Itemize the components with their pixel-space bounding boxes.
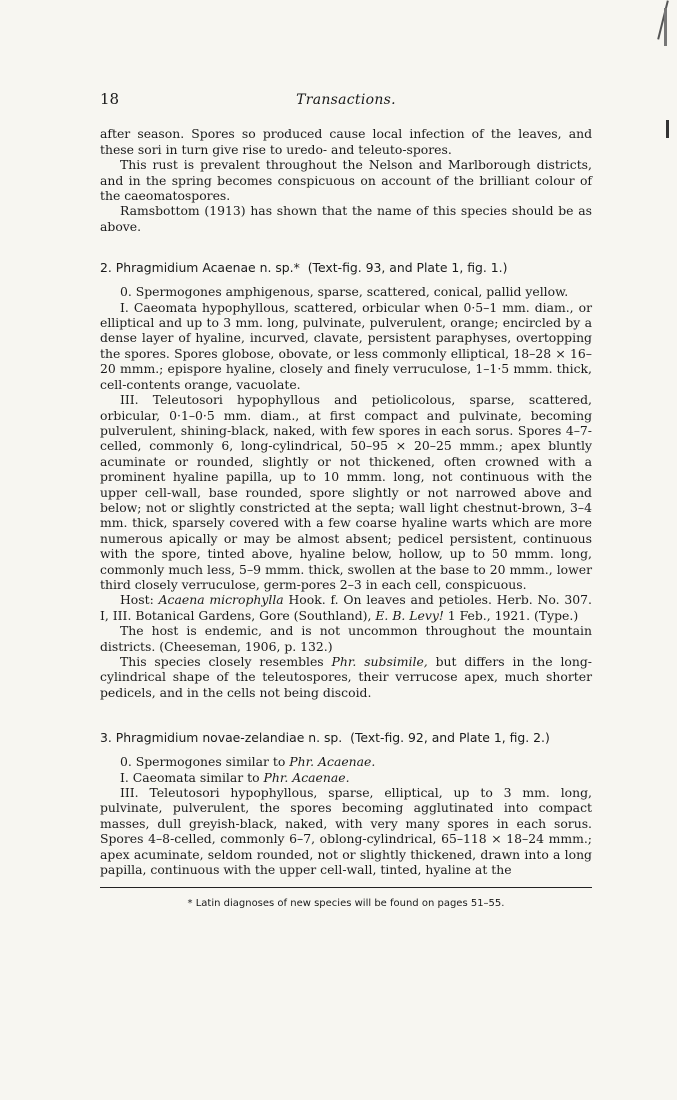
- host-date: 1 Feb., 1921. (Type.): [447, 607, 579, 623]
- intro-paragraph-2: This rust is prevalent throughout the Nelson and Marlborough districts, and in the spring becomes conspicuous on account of the brilliant colour of the caeomatospores.: [100, 157, 592, 204]
- species-3-heading: [100, 730, 592, 746]
- host-label: Host:: [120, 592, 154, 608]
- host-collector: E. B. Levy!: [375, 607, 444, 623]
- species-3-title: 3. Phragmidium novae-zelandiae n. sp.: [100, 730, 343, 746]
- footnote: * Latin diagnoses of new species will be found on pages 51–55.: [187, 898, 505, 910]
- intro-paragraph-3: Ramsbottom (1913) has shown that the name of this species should be as above.: [100, 203, 592, 234]
- host-species-name: Acaena microphylla: [158, 592, 284, 608]
- caeomata-species: Phr. Acaenae.: [263, 769, 350, 785]
- scan-mark-right: [664, 8, 667, 46]
- page-number: 18: [100, 90, 120, 108]
- spermogones-text: 0. Spermogones similar to: [120, 754, 286, 770]
- spermogones-species: Phr. Acaenae.: [289, 754, 376, 770]
- scan-mark-top: [657, 0, 669, 39]
- comparison-text-b: but differs in the long-cylindrical shape of the teleutospores, their verrucose apex, much shorter pedicels, and in the cells not being discoid.: [100, 654, 592, 700]
- species-2-caeomata: I. Caeomata hypophyllous, scattered, orbicular when 0·5–1 mm. diam., or elliptical and up to 3 mm. long, pulvinate, pulverulent, orange; encircled by a dense layer of hyaline, incurved, clavate, persistent paraphyses, overtopping the spores. Spores globose, obovate, or less commonly elliptical, 18–28 × 16–20 mmm.; epispore hyaline, closely and finely verruculose, 1–1·5 mmm. thick, cell-contents orange, vacuolate.: [100, 299, 592, 392]
- page-header: [100, 92, 592, 108]
- species-2-host: [100, 592, 592, 623]
- species-2-comparison: [100, 654, 592, 700]
- species-3-figure-ref: (Text-fig. 92, and Plate 1, fig. 2.): [350, 730, 550, 746]
- species-2-spermogones: 0. Spermogones amphigenous, sparse, scattered, conical, pallid yellow.: [120, 284, 569, 300]
- species-3-spermogones: [100, 754, 592, 769]
- caeomata-text: I. Caeomata similar to: [120, 769, 260, 785]
- comparison-species: Phr. subsimile,: [331, 654, 428, 669]
- species-2-heading: [100, 260, 592, 276]
- species-3-teleutosori: III. Teleutosori hypophyllous, sparse, elliptical, up to 3 mm. long, pulvinate, pulverulent, the spores becoming agglutinated into compact masses, dull greyish-black, naked, with very many spores in each sorus. Spores 4–8-celled, commonly 6–7, oblong-cylindrical, 65–118 × 18–24 mmm.; apex acuminate, seldom rounded, not or slightly thickened, drawn into a long papilla, continuous with the upper cell-wall, tinted, hyaline at the: [100, 785, 592, 878]
- species-2-figure-ref: (Text-fig. 93, and Plate 1, fig. 1.): [307, 260, 508, 276]
- species-2-title: 2. Phragmidium Acaenae n. sp.*: [100, 260, 300, 276]
- species-2-endemic-note: The host is endemic, and is not uncommon throughout the mountain districts. (Cheeseman, 1906, p. 132.): [100, 623, 592, 654]
- species-3-caeomata: [100, 770, 592, 785]
- comparison-text-a: This species closely resembles: [120, 654, 324, 669]
- scan-mark-edge: [666, 120, 669, 138]
- intro-paragraph-1: after season. Spores so produced cause local infection of the leaves, and these sori in turn give rise to uredo- and teleuto-spores.: [100, 126, 592, 157]
- running-head: Transactions.: [296, 92, 396, 108]
- host-details: Hook. f. On leaves and petioles. Herb. No. 307. I, III. Botanical Gardens, Gore (Southland),: [100, 592, 592, 623]
- footnote-rule: [100, 887, 592, 888]
- document-page: [100, 92, 592, 912]
- species-2-teleutosori: III. Teleutosori hypophyllous and petiolicolous, sparse, scattered, orbicular, 0·1–0·5 mm. diam., at first compact and pulvinate, becoming pulverulent, shining-black, naked, with few spores in each sorus. Spores 4–7-celled, commonly 6, long-cylindrical, 50–95 × 20–25 mmm.; apex bluntly acuminate or rounded, slightly or not thickened, often crowned with a prominent hyaline papilla, up to 10 mmm. long, not continuous with the upper cell-wall, base rounded, spore slightly or not narrowed above and below; not or slightly constricted at the septa; wall light chestnut-brown, 3–4 mm. thick, sparsely covered with a few coarse hyaline warts which are more numerous apically or may be almost absent; pedicel persistent, continuous with the spore, tinted above, hyaline below, hollow, up to 50 mmm. long, commonly much less, 5–9 mmm. thick, swollen at the base to 20 mmm., lower third closely verruculose, germ-pores 2–3 in each cell, conspicuous.: [100, 392, 592, 592]
